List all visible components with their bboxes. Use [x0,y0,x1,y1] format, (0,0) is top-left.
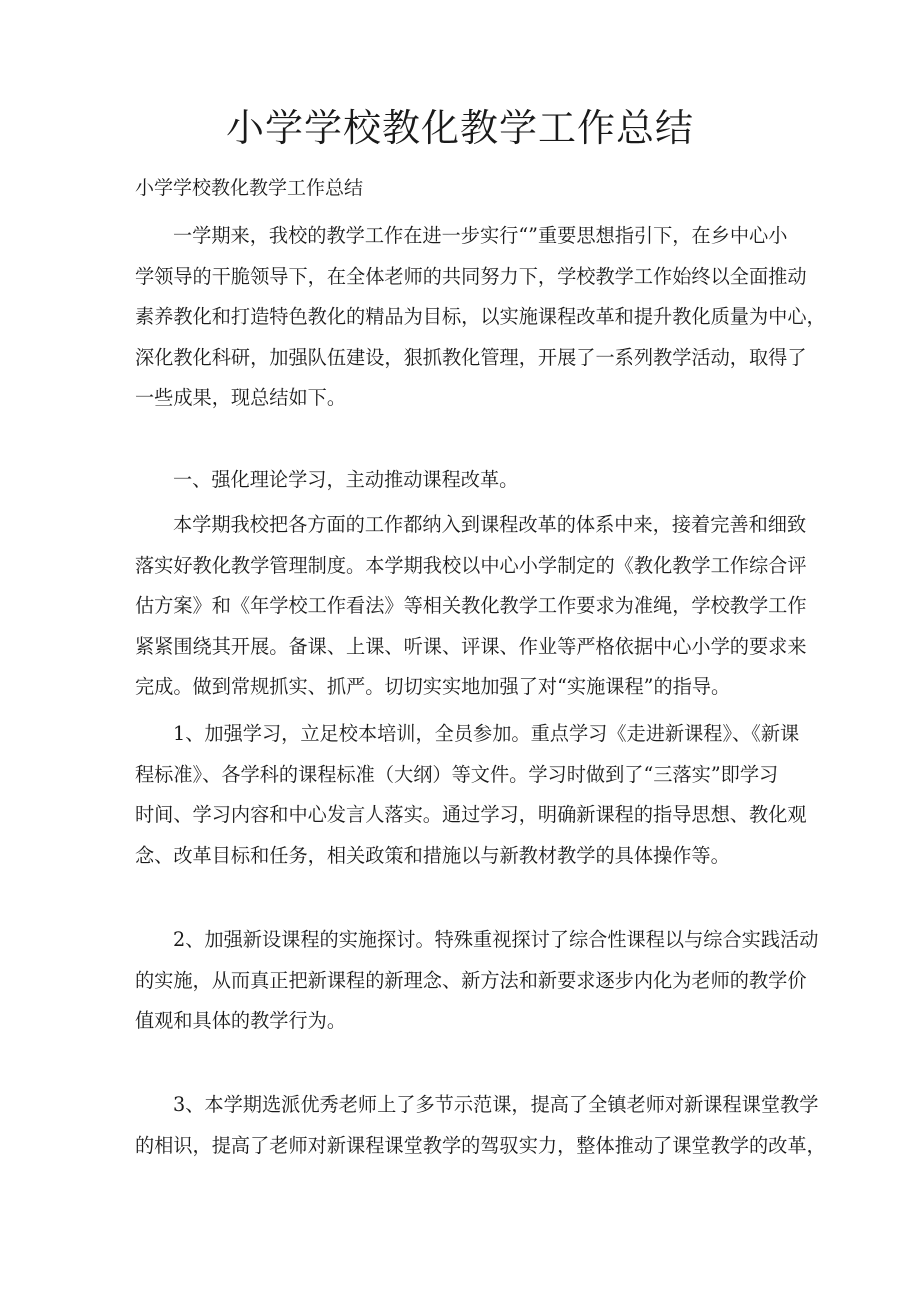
paragraph-line: 时间、学习内容和中心发言人落实。通过学习，明确新课程的指导思想、教化观 [135,803,807,826]
paragraph-line: 深化教化科研，加强队伍建设，狠抓教化管理，开展了一系列教学活动，取得了 [135,345,807,369]
paragraph-line: 完成。做到常规抓实、抓严。切切实实地加强了对“实施课程”的指导。 [135,675,731,698]
document-title: 小学学校教化教学工作总结 [225,106,694,150]
paragraph-intro [135,216,826,419]
paragraph-line: 的实施，从而真正把新课程的新理念、新方法和新要求逐步内化为老师的教学价 [135,968,807,992]
paragraph-item-3 [135,1085,826,1166]
paragraph-section-1 [135,505,807,708]
paragraph-line: 一些成果，现总结如下。 [135,386,347,409]
document-subtitle: 小学学校教化教学工作总结 [135,177,364,199]
paragraph-item-2 [135,920,819,1042]
paragraph-line: 本学期我校把各方面的工作都纳入到课程改革的体系中来，接着完善和细致 [173,513,807,536]
paragraph-line: 1、加强学习，立足校本培训，全员参加。重点学习《走进新课程》、《新课 [173,722,800,745]
paragraph-item-1 [135,714,807,876]
paragraph-line: 的相识，提高了老师对新课程课堂教学的驾驭实力，整体推动了课堂教学的改革， [135,1133,826,1157]
section-heading-line: 一、强化理论学习，主动推动课程改革。 [173,468,519,491]
section-heading-1 [135,460,790,501]
paragraph-line: 程标准》、各学科的课程标准（大纲）等文件。学习时做到了“三落实”即学习 [135,762,779,786]
paragraph-line: 学领导的干脆领导下，在全体老师的共同努力下，学校教学工作始终以全面推动 [135,264,807,288]
paragraph-line: 一学期来，我校的教学工作在进一步实行“”重要思想指引下，在乡中心小 [173,224,788,247]
paragraph-line: 3、本学期选派优秀老师上了多节示范课，提高了全镇老师对新课程课堂教学 [173,1093,819,1116]
paragraph-line: 值观和具体的教学行为。 [135,1009,347,1032]
paragraph-line: 估方案》和《年学校工作看法》等相关教化教学工作要求为准绳，学校教学工作 [135,594,807,617]
paragraph-line: 2、加强新设课程的实施探讨。特殊重视探讨了综合性课程以与综合实践活动 [173,928,819,951]
paragraph-line: 紧紧围绕其开展。备课、上课、听课、评课、作业等严格依据中心小学的要求来 [135,634,807,658]
paragraph-line: 落实好教化教学管理制度。本学期我校以中心小学制定的《教化教学工作综合评 [135,553,807,577]
paragraph-line: 素养教化和打造特色教化的精品为目标，以实施课程改革和提升教化质量为中心， [135,305,826,328]
paragraph-line: 念、改革目标和任务，相关政策和措施以与新教材教学的具体操作等。 [135,843,730,867]
